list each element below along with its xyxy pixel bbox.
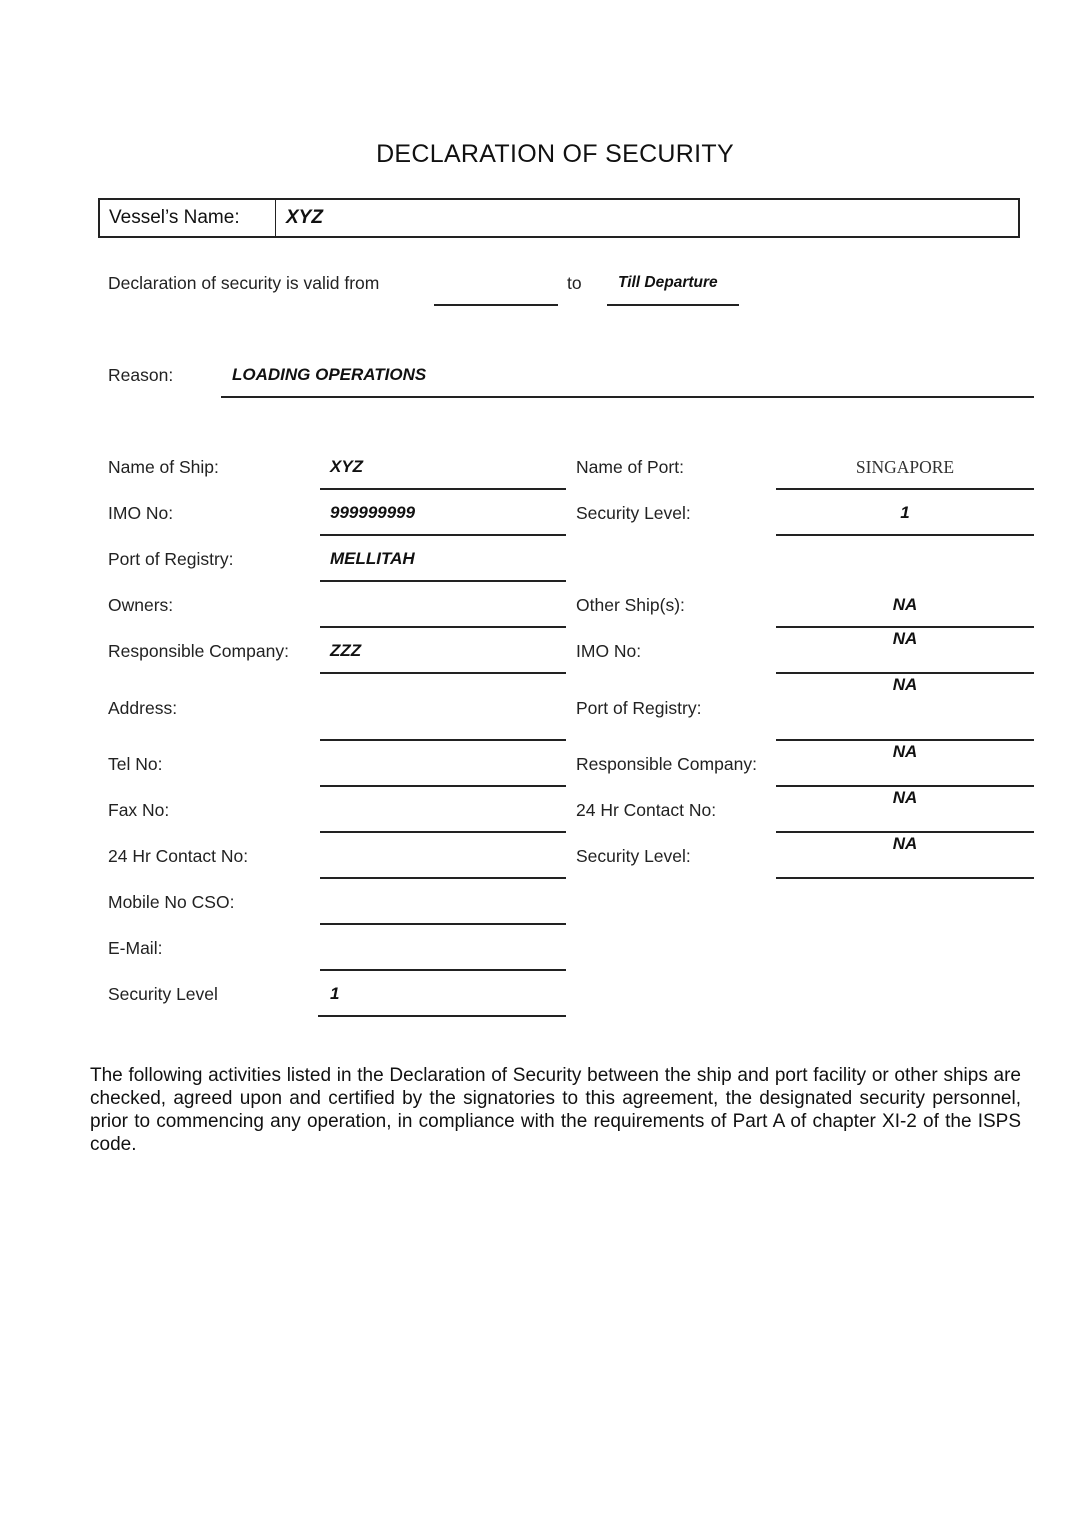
ship-email-label: E-Mail: — [108, 938, 163, 958]
reason-label: Reason: — [108, 365, 174, 385]
port-field-line — [776, 488, 1034, 490]
other-security-level-value[interactable]: NA — [892, 834, 918, 853]
ship-company-label: Responsible Company: — [108, 641, 289, 661]
port-field-line — [776, 534, 1034, 536]
ship-field-line — [320, 488, 566, 490]
ship-field-line — [320, 877, 566, 879]
ship-registry-label: Port of Registry: — [108, 549, 234, 569]
vessel-name-label: Vessel’s Name: — [100, 200, 276, 236]
reason-line — [221, 396, 1034, 398]
declaration-paragraph: The following activities listed in the Declaration of Security between the ship and port facility or other ships are checked, agreed upon and certified by the signatories to this agreement, the designated security personnel, prior to commencing any operation, in compliance with the requirements of Part A of chapter XI-2 of the ISPS code. — [90, 1065, 1021, 1155]
ship-contact-label: 24 Hr Contact No: — [108, 846, 249, 866]
ship-field-line — [320, 580, 566, 582]
vessel-name-value[interactable]: XYZ — [286, 207, 323, 228]
other-security-level-label: Security Level: — [576, 846, 691, 866]
other-registry-value[interactable]: NA — [892, 675, 918, 694]
port-field-line — [776, 785, 1034, 787]
ship-owners-label: Owners: — [108, 595, 174, 615]
port-field-line — [776, 626, 1034, 628]
ship-field-line — [320, 672, 566, 674]
other-imo-value[interactable]: NA — [892, 629, 918, 648]
ship-field-line — [320, 923, 566, 925]
ship-mobile-label: Mobile No CSO: — [108, 892, 235, 912]
reason-value[interactable]: LOADING OPERATIONS — [232, 365, 427, 384]
ship-name-label: Name of Ship: — [108, 457, 219, 477]
ship-security-level-label: Security Level — [108, 984, 218, 1004]
ship-fax-label: Fax No: — [108, 800, 170, 820]
other-company-label: Responsible Company: — [576, 754, 757, 774]
valid-to-line — [607, 304, 739, 306]
ship-imo-label: IMO No: — [108, 503, 174, 523]
port-security-level-value[interactable]: 1 — [900, 503, 910, 522]
ship-field-line — [320, 739, 566, 741]
ship-field-line — [320, 785, 566, 787]
vessel-name-box — [98, 198, 1020, 238]
other-ships-label: Other Ship(s): — [576, 595, 685, 615]
port-name-value[interactable]: SINGAPORE — [855, 457, 955, 477]
page-title: DECLARATION OF SECURITY — [376, 140, 734, 168]
port-field-line — [776, 877, 1034, 879]
ship-imo-value[interactable]: 999999999 — [330, 503, 416, 522]
valid-from-line — [434, 304, 558, 306]
other-ships-value[interactable]: NA — [892, 595, 918, 614]
validity-label: Declaration of security is valid from — [108, 273, 380, 293]
ship-field-line — [320, 831, 566, 833]
ship-field-line — [318, 1015, 566, 1017]
port-field-line — [776, 672, 1034, 674]
other-registry-label: Port of Registry: — [576, 698, 702, 718]
other-imo-label: IMO No: — [576, 641, 642, 661]
other-company-value[interactable]: NA — [892, 742, 918, 761]
ship-security-level-value[interactable]: 1 — [330, 984, 340, 1003]
port-field-line — [776, 831, 1034, 833]
ship-registry-value[interactable]: MELLITAH — [330, 549, 415, 568]
ship-tel-label: Tel No: — [108, 754, 163, 774]
other-contact-label: 24 Hr Contact No: — [576, 800, 717, 820]
port-name-label: Name of Port: — [576, 457, 684, 477]
ship-name-value[interactable]: XYZ — [330, 457, 364, 476]
ship-field-line — [320, 626, 566, 628]
validity-to-label: to — [567, 273, 582, 293]
ship-field-line — [320, 534, 566, 536]
port-security-level-label: Security Level: — [576, 503, 691, 523]
ship-field-line — [320, 969, 566, 971]
port-field-line — [776, 739, 1034, 741]
ship-company-value[interactable]: ZZZ — [330, 641, 362, 660]
other-contact-value[interactable]: NA — [892, 788, 918, 807]
valid-to-value[interactable]: Till Departure — [618, 274, 718, 291]
ship-address-label: Address: — [108, 698, 178, 718]
